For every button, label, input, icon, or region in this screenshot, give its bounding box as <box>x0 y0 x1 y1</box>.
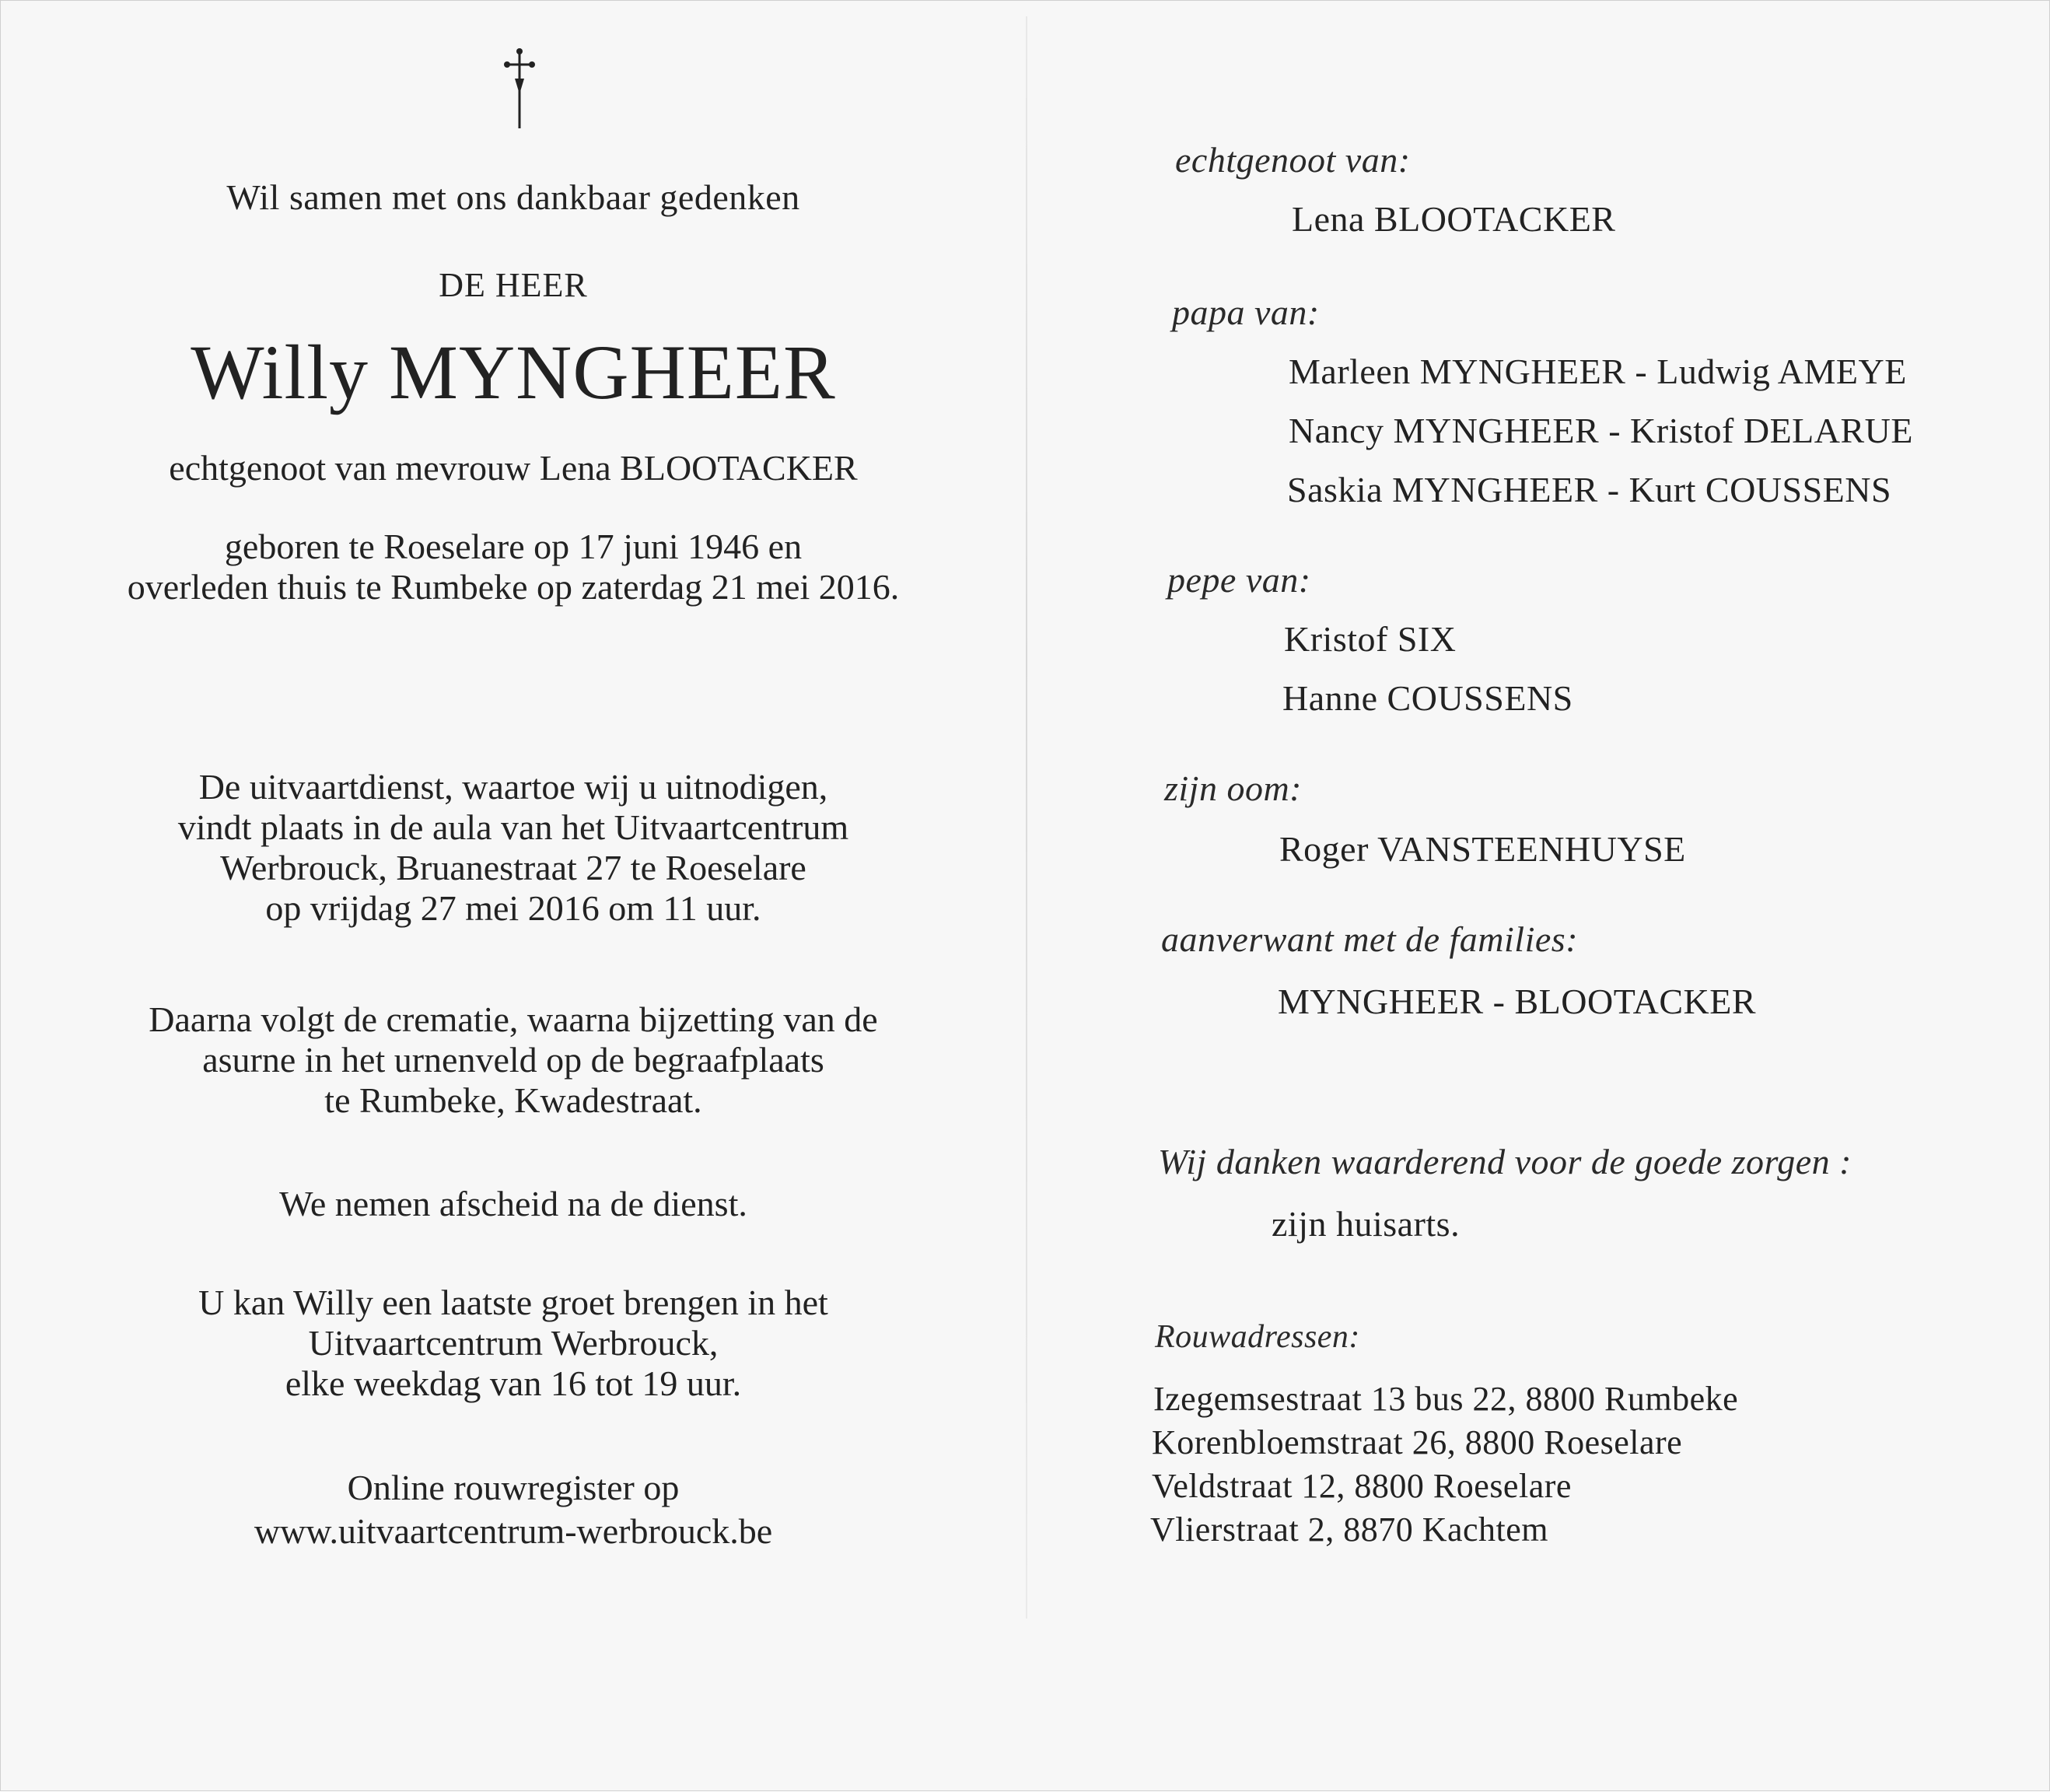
service-text <box>1 767 1026 929</box>
address-line: Izegemsestraat 13 bus 22, 8800 Rumbeke <box>1153 1380 1739 1418</box>
right-panel <box>1027 1 2050 1792</box>
honorific: DE HEER <box>439 266 588 304</box>
related-families-label: aanverwant met de families: <box>1161 919 1579 959</box>
grandchild-entry: Kristof SIX <box>1284 619 1457 659</box>
spouse-name: Lena BLOOTACKER <box>1292 199 1616 239</box>
pepe-label: pepe van: <box>1167 560 1311 600</box>
online-register-label: Online rouwregister op <box>347 1468 680 1507</box>
visit-line: Uitvaartcentrum Werbrouck, <box>308 1323 719 1363</box>
thanks-text: zijn huisarts. <box>1272 1204 1461 1244</box>
online-register <box>1 1466 1026 1553</box>
grandchild-entry: Hanne COUSSENS <box>1282 678 1573 718</box>
uncle-of-name: Roger VANSTEENHUYSE <box>1279 829 1686 869</box>
child-entry: Marleen MYNGHEER - Ludwig AMEYE <box>1289 352 1907 391</box>
intro-text: Wil samen met ons dankbaar gedenken <box>226 177 800 217</box>
service-line: De uitvaartdienst, waartoe wij u uitnodigen, <box>198 767 828 807</box>
deceased-name: Willy MYNGHEER <box>191 329 836 415</box>
related-families: MYNGHEER - BLOOTACKER <box>1278 982 1757 1021</box>
visit-text <box>1 1283 1026 1404</box>
child-entry: Nancy MYNGHEER - Kristof DELARUE <box>1289 411 1913 450</box>
papa-label: papa van: <box>1172 292 1320 332</box>
cremation-text <box>1 999 1026 1121</box>
spouse-label: echtgenoot van: <box>1175 140 1411 180</box>
addresses-label: Rouwadressen: <box>1155 1319 1360 1355</box>
left-panel <box>1 1 1026 1792</box>
address-line: Veldstraat 12, 8800 Roeselare <box>1152 1467 1572 1505</box>
uncle-label: zijn oom: <box>1164 768 1302 808</box>
service-line: op vrijdag 27 mei 2016 om 11 uur. <box>265 888 761 928</box>
service-line: vindt plaats in de aula van het Uitvaartcentrum <box>177 807 849 847</box>
address-line: Korenbloemstraat 26, 8800 Roeselare <box>1152 1423 1683 1461</box>
thanks-label: Wij danken waarderend voor de goede zorgen : <box>1158 1142 1852 1181</box>
visit-line: elke weekdag van 16 tot 19 uur. <box>285 1363 742 1403</box>
cross-icon <box>502 47 537 131</box>
visit-line: U kan Willy een laatste groet brengen in het <box>198 1283 828 1322</box>
death-line: overleden thuis te Rumbeke op zaterdag 21 mei 2016. <box>127 567 900 607</box>
online-register-url: www.uitvaartcentrum-werbrouck.be <box>254 1511 773 1551</box>
birth-line: geboren te Roeselare op 17 juni 1946 en <box>224 527 803 566</box>
child-entry: Saskia MYNGHEER - Kurt COUSSENS <box>1287 470 1892 509</box>
birth-death-text <box>1 527 1026 607</box>
cremation-line: asurne in het urnenveld op de begraafplaats <box>202 1040 824 1080</box>
spouse-line: echtgenoot van mevrouw Lena BLOOTACKER <box>169 448 858 488</box>
address-line: Vlierstraat 2, 8870 Kachtem <box>1150 1510 1549 1549</box>
farewell-text: We nemen afscheid na de dienst. <box>279 1184 747 1223</box>
cremation-line: te Rumbeke, Kwadestraat. <box>324 1080 702 1120</box>
service-line: Werbrouck, Bruanestraat 27 te Roeselare <box>220 848 806 887</box>
cremation-line: Daarna volgt de crematie, waarna bijzetting van de <box>149 999 878 1039</box>
